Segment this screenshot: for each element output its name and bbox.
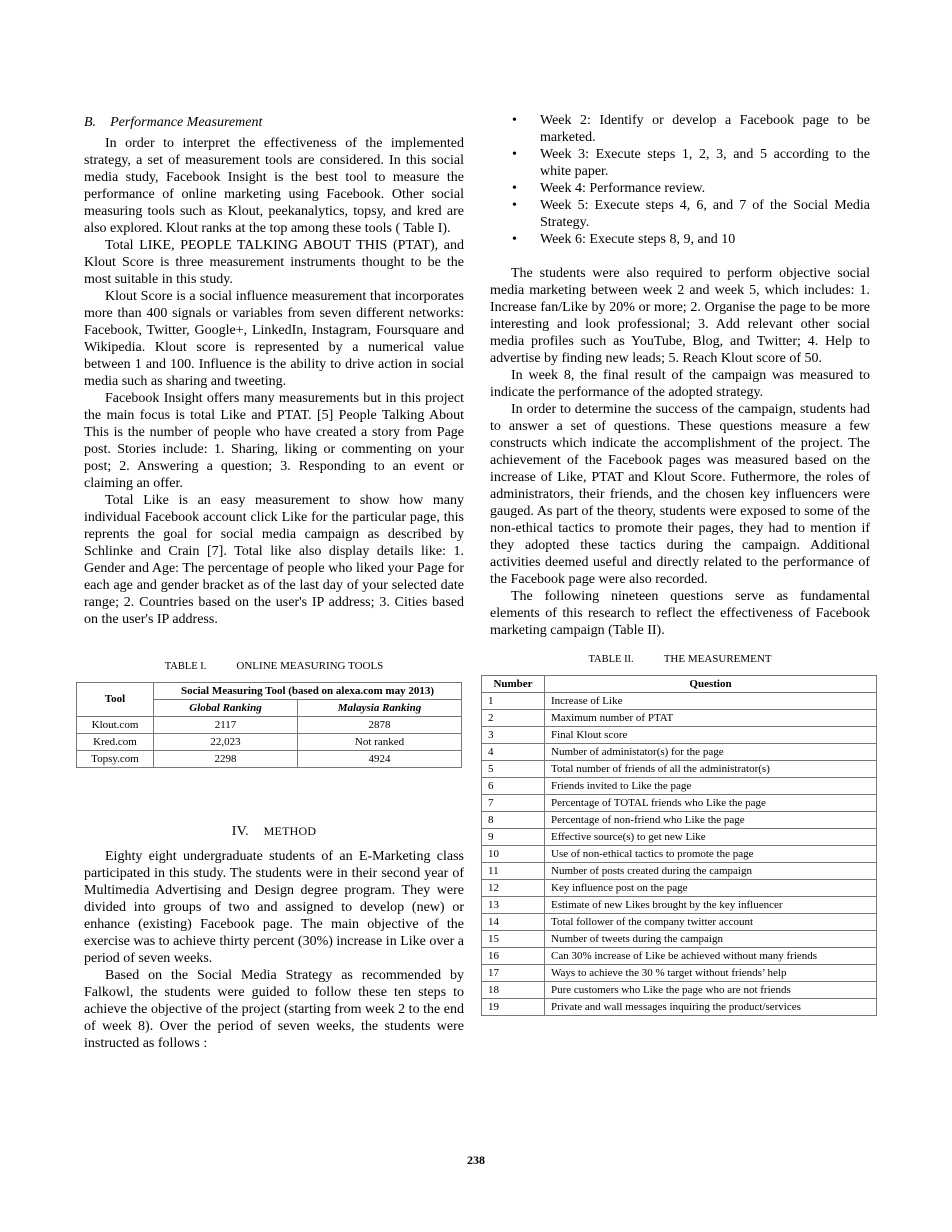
question-text: Friends invited to Like the page xyxy=(545,778,877,795)
list-item: • Week 2: Identify or develop a Facebook page to be marketed. xyxy=(540,112,870,146)
question-number: 5 xyxy=(482,761,545,778)
question-number: 11 xyxy=(482,863,545,880)
question-text: Final Klout score xyxy=(545,727,877,744)
table-row xyxy=(482,897,877,914)
table2-title: THE MEASUREMENT xyxy=(663,653,772,665)
table-row xyxy=(482,965,877,982)
section-title: METHOD xyxy=(263,824,317,838)
table-row xyxy=(482,761,877,778)
table-row xyxy=(482,727,877,744)
table-cell: Klout.com xyxy=(77,717,154,734)
question-text: Number of tweets during the campaign xyxy=(545,931,877,948)
question-number: 10 xyxy=(482,846,545,863)
table2-caption xyxy=(490,653,870,665)
paragraph: Eighty eight undergraduate students of an E-Marketing class participated in this study. The students were in their second year of Multimedia Advertising and Design degree program. They were divided into groups of two and assigned to develop (new) or enhance (existing) Facebook page. The main objective of the exercise was to achieve thirty percent (30%) increase in Like over a period of seven weeks. xyxy=(84,849,464,966)
table1-label: TABLE I. xyxy=(164,661,207,672)
table-cell: 2117 xyxy=(154,717,298,734)
table-row xyxy=(482,999,877,1016)
table-row xyxy=(77,751,462,768)
table-row xyxy=(482,829,877,846)
table2-label: TABLE II. xyxy=(588,654,634,665)
question-number: 19 xyxy=(482,999,545,1016)
table-row xyxy=(482,846,877,863)
question-text: Effective source(s) to get new Like xyxy=(545,829,877,846)
table-row xyxy=(482,880,877,897)
question-number: 2 xyxy=(482,710,545,727)
question-text: Number of posts created during the campaign xyxy=(545,863,877,880)
table-row xyxy=(77,717,462,734)
question-number: 4 xyxy=(482,744,545,761)
question-number: 7 xyxy=(482,795,545,812)
question-number: 13 xyxy=(482,897,545,914)
page-number: 238 xyxy=(467,1153,485,1167)
table-cell: 22,023 xyxy=(154,734,298,751)
weeks-list xyxy=(490,112,870,248)
subsection-title: Performance Measurement xyxy=(110,115,263,130)
paragraph: The students were also required to perform objective social media marketing between week 2 and week 5, which includes: 1. Increase fan/Like by 20% or more; 2. Organise the page to be more interesting and look professional; 3. Add relevant other social media profiles such as YouTube, Blog, and Twitter; 4. Help to advertise by finding new leads; 5. Reach Klout score of 50. xyxy=(490,266,870,366)
paragraph: Total Like is an easy measurement to show how many individual Facebook account click Like for the particular page, this reprents the goal for social media campaign as described by Schlinke and Crain [7]. Total like also display details like: 1. Gender and Age: The percentage of people who liked your Page for each age and gender bracket as of the last day of your selected date range; 2. Countries based on the user's IP address; 3. Cities based on the user's IP address. xyxy=(84,493,464,627)
table-row xyxy=(482,948,877,965)
list-item: • Week 5: Execute steps 4, 6, and 7 of the Social Media Strategy. xyxy=(540,197,870,231)
question-text: Private and wall messages inquiring the product/services xyxy=(545,999,877,1016)
table1-malaysia-header: Malaysia Ranking xyxy=(298,700,462,717)
paragraph: In week 8, the final result of the campaign was measured to indicate the performance of the adopted strategy. xyxy=(490,368,870,400)
question-text: Percentage of non-friend who Like the page xyxy=(545,812,877,829)
paragraph: The following nineteen questions serve as fundamental elements of this research to reflect the effectiveness of Facebook marketing campaign (Table II). xyxy=(490,589,870,638)
right-column xyxy=(490,112,870,1016)
table-cell: 2878 xyxy=(298,717,462,734)
question-text: Estimate of new Likes brought by the key influencer xyxy=(545,897,877,914)
table1-global-header: Global Ranking xyxy=(154,700,298,717)
question-text: Percentage of TOTAL friends who Like the page xyxy=(545,795,877,812)
question-text: Pure customers who Like the page who are not friends xyxy=(545,982,877,999)
section-heading xyxy=(84,824,464,840)
paragraph: Based on the Social Media Strategy as recommended by Falkowl, the students were guided to follow these ten steps to achieve the objective of the project (starting from week 2 to the end of week 8). Over the period of seven weeks, the students were instructed as follows : xyxy=(84,968,464,1051)
question-text: Key influence post on the page xyxy=(545,880,877,897)
table1-tool-header: Tool xyxy=(77,683,154,717)
table-row xyxy=(482,778,877,795)
question-text: Can 30% increase of Like be achieved without many friends xyxy=(545,948,877,965)
table1-group-header: Social Measuring Tool (based on alexa.com may 2013) xyxy=(154,683,462,700)
paragraph: Klout Score is a social influence measurement that incorporates more than 400 signals or variables from seven different networks: Facebook, Twitter, Google+, LinkedIn, Instagram, Foursquare and Wikipedia. Klout score is represented by a numerical value between 1 and 100. Influence is the ability to drive action in social media such as sharing and tweeting. xyxy=(84,289,464,389)
table1 xyxy=(76,682,462,768)
question-number: 14 xyxy=(482,914,545,931)
question-text: Total number of friends of all the administrator(s) xyxy=(545,761,877,778)
question-number: 8 xyxy=(482,812,545,829)
question-text: Number of administator(s) for the page xyxy=(545,744,877,761)
section-number: IV. xyxy=(231,824,249,839)
paragraph: Facebook Insight offers many measurements but in this project the main focus is total Like and PTAT. [5] People Talking About This is the number of people who have created a story from Page post. Stories include: 1. Sharing, liking or commenting on your post; 2. Answering a question; 3. Responding to an event or claiming an offer. xyxy=(84,391,464,491)
table-row xyxy=(77,734,462,751)
table-row xyxy=(482,863,877,880)
question-number: 16 xyxy=(482,948,545,965)
question-number: 15 xyxy=(482,931,545,948)
question-number: 9 xyxy=(482,829,545,846)
question-text: Total follower of the company twitter account xyxy=(545,914,877,931)
table-cell: 4924 xyxy=(298,751,462,768)
paragraph: In order to determine the success of the campaign, students had to answer a set of questions. These questions measure a few constructs which indicate the accomplishment of the project. The achievement of the Facebook pages was measured based on the increase of Like, PTAT and Klout Score. Futhermore, the roles of administrators, their friends, and the chosen key influencers were gauged. As part of the theory, students were exposed to some of the non-ethical tactics to promote their pages, they had to mention if they adopted these tactics during the campaign. Additional activities deemed useful and directly related to the performance of the Facebook page were also recorded. xyxy=(490,402,870,587)
table-cell: Kred.com xyxy=(77,734,154,751)
table-row xyxy=(482,744,877,761)
table-cell: 2298 xyxy=(154,751,298,768)
question-text: Maximum number of PTAT xyxy=(545,710,877,727)
paragraph: Total LIKE, PEOPLE TALKING ABOUT THIS (PTAT), and Klout Score is three measurement instruments thought to be the most suitable in this study. xyxy=(84,238,464,287)
question-number: 18 xyxy=(482,982,545,999)
list-item: • Week 3: Execute steps 1, 2, 3, and 5 according to the white paper. xyxy=(540,146,870,180)
table2 xyxy=(481,675,877,1016)
table2-question-header: Question xyxy=(545,676,877,693)
table-row xyxy=(482,795,877,812)
question-number: 6 xyxy=(482,778,545,795)
left-column xyxy=(84,112,464,1052)
question-number: 17 xyxy=(482,965,545,982)
table1-caption xyxy=(84,660,464,672)
table-row xyxy=(482,982,877,999)
question-text: Increase of Like xyxy=(545,693,877,710)
subsection-number: B. xyxy=(84,115,97,130)
table1-title: ONLINE MEASURING TOOLS xyxy=(236,660,384,672)
table-row xyxy=(482,931,877,948)
table2-number-header: Number xyxy=(482,676,545,693)
table-row xyxy=(482,812,877,829)
table-row xyxy=(482,710,877,727)
question-number: 3 xyxy=(482,727,545,744)
list-item: • Week 4: Performance review. xyxy=(540,180,870,197)
list-item: • Week 6: Execute steps 8, 9, and 10 xyxy=(540,231,870,248)
table-row xyxy=(482,914,877,931)
question-text: Use of non-ethical tactics to promote the page xyxy=(545,846,877,863)
question-number: 1 xyxy=(482,693,545,710)
table-row xyxy=(482,693,877,710)
subsection-heading xyxy=(84,114,464,131)
table-cell: Not ranked xyxy=(298,734,462,751)
question-number: 12 xyxy=(482,880,545,897)
question-text: Ways to achieve the 30 % target without friends’ help xyxy=(545,965,877,982)
paragraph: In order to interpret the effectiveness of the implemented strategy, a set of measurement tools are considered. In this social media study, Facebook Insight is the best tool to measure the performance of online marketing using Facebook. Other social measuring tools such as Klout, peekanalytics, topsy, and kred are also explored. Klout ranks at the top among these tools ( Table I). xyxy=(84,136,464,236)
table-cell: Topsy.com xyxy=(77,751,154,768)
